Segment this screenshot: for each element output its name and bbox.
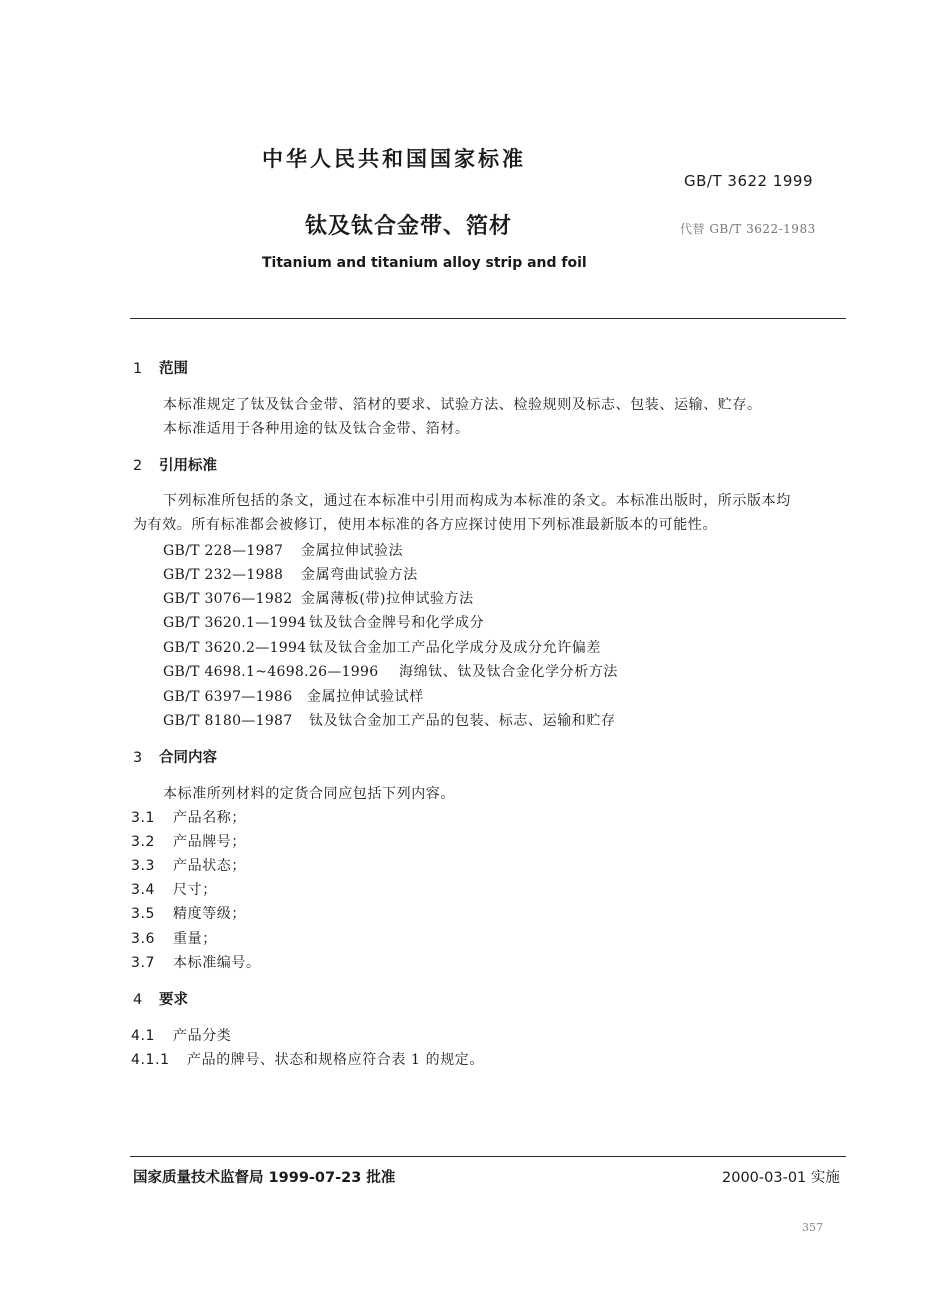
footer-divider: [130, 1156, 846, 1157]
reference-title: 钛及钛合金加工产品的包装、标志、运输和贮存: [309, 713, 616, 729]
contract-item: [131, 855, 246, 875]
item-number: 3.4: [131, 882, 156, 898]
standard-type: 中华人民共和国国家标准: [262, 147, 526, 171]
page-number: 357: [802, 1221, 823, 1234]
paragraph: 下列标准所包括的条文，通过在本标准中引用而构成为本标准的条文。本标准出版时，所示版本均: [163, 493, 791, 509]
item-text: 产品名称；: [173, 810, 246, 826]
reference-code: GB/T 8180—1987: [163, 713, 293, 729]
reference-title: 钛及钛合金牌号和化学成分: [309, 615, 485, 631]
item-number: 3.7: [131, 955, 156, 971]
section-4-heading: [133, 988, 188, 1009]
section-2-heading: [133, 454, 217, 475]
standard-code: GB/T 3622 1999: [684, 172, 814, 190]
item-text: 尺寸；: [173, 882, 217, 898]
paragraph: 为有效。所有标准都会被修订，使用本标准的各方应探讨使用下列标准最新版本的可能性。: [133, 517, 717, 533]
item-text: 本标准编号。: [173, 955, 261, 971]
item-number: 3.3: [131, 858, 156, 874]
reference-code: GB/T 3620.1—1994: [163, 615, 307, 631]
reference-item: [163, 540, 403, 560]
section-number: 3: [133, 750, 143, 766]
section-title: 合同内容: [159, 750, 217, 766]
reference-title: 钛及钛合金加工产品化学成分及成分允许偏差: [309, 640, 601, 656]
item-text: 重量；: [173, 931, 217, 947]
paragraph: 本标准所列材料的定货合同应包括下列内容。: [163, 786, 455, 802]
reference-code: GB/T 232—1988: [163, 567, 284, 583]
reference-item: [163, 564, 418, 584]
section-3-heading: [133, 746, 217, 767]
item-number: 4.1.1: [131, 1052, 170, 1068]
reference-title: 金属拉伸试验试样: [307, 689, 424, 705]
item-number: 3.5: [131, 906, 156, 922]
effective-date: 2000-03-01 实施: [722, 1170, 840, 1186]
contract-item: [131, 903, 246, 923]
item-text: 产品分类: [173, 1028, 232, 1044]
item-text: 产品状态；: [173, 858, 246, 874]
item-text: 产品的牌号、状态和规格应符合表 1 的规定。: [187, 1052, 485, 1068]
paragraph: 本标准适用于各种用途的钛及钛合金带、箔材。: [163, 421, 470, 437]
contract-item: [131, 952, 261, 972]
reference-item: [163, 637, 601, 657]
item-text: 产品牌号；: [173, 834, 246, 850]
contract-item: [131, 831, 246, 851]
item-number: 3.2: [131, 834, 156, 850]
section-title: 要求: [159, 992, 188, 1008]
approval-line: 国家质量技术监督局 1999-07-23 批准: [133, 1170, 396, 1186]
reference-item: [163, 686, 424, 706]
page-title: 钛及钛合金带、箔材: [305, 214, 513, 239]
reference-item: [163, 710, 616, 730]
reference-title: 金属弯曲试验方法: [301, 567, 418, 583]
reference-title: 金属薄板(带)拉伸试验方法: [301, 591, 474, 607]
requirement-item: [131, 1049, 484, 1069]
reference-title: 海绵钛、钛及钛合金化学分析方法: [399, 664, 618, 680]
section-title: 引用标准: [159, 458, 217, 474]
reference-title: 金属拉伸试验法: [301, 543, 404, 559]
item-number: 3.1: [131, 810, 156, 826]
item-text: 精度等级；: [173, 906, 246, 922]
section-number: 2: [133, 458, 143, 474]
reference-item: [163, 612, 484, 632]
reference-code: GB/T 228—1987: [163, 543, 284, 559]
item-number: 4.1: [131, 1028, 156, 1044]
contract-item: [131, 807, 246, 827]
contract-item: [131, 879, 217, 899]
item-number: 3.6: [131, 931, 156, 947]
reference-code: GB/T 3076—1982: [163, 591, 293, 607]
section-number: 1: [133, 361, 143, 377]
reference-item: [163, 661, 618, 681]
section-number: 4: [133, 992, 143, 1008]
section-1-heading: [133, 357, 188, 378]
english-title: Titanium and titanium alloy strip and foil: [262, 255, 587, 271]
reference-item: [163, 588, 474, 608]
header-divider: [130, 318, 846, 319]
reference-code: GB/T 3620.2—1994: [163, 640, 307, 656]
paragraph: 本标准规定了钛及钛合金带、箔材的要求、试验方法、检验规则及标志、包装、运输、贮存。: [163, 397, 762, 413]
reference-code: GB/T 4698.1~4698.26—1996: [163, 664, 379, 680]
replaces-note: 代替 GB/T 3622-1983: [680, 222, 816, 236]
section-title: 范围: [159, 361, 188, 377]
requirement-item: [131, 1025, 231, 1045]
reference-code: GB/T 6397—1986: [163, 689, 293, 705]
contract-item: [131, 928, 217, 948]
